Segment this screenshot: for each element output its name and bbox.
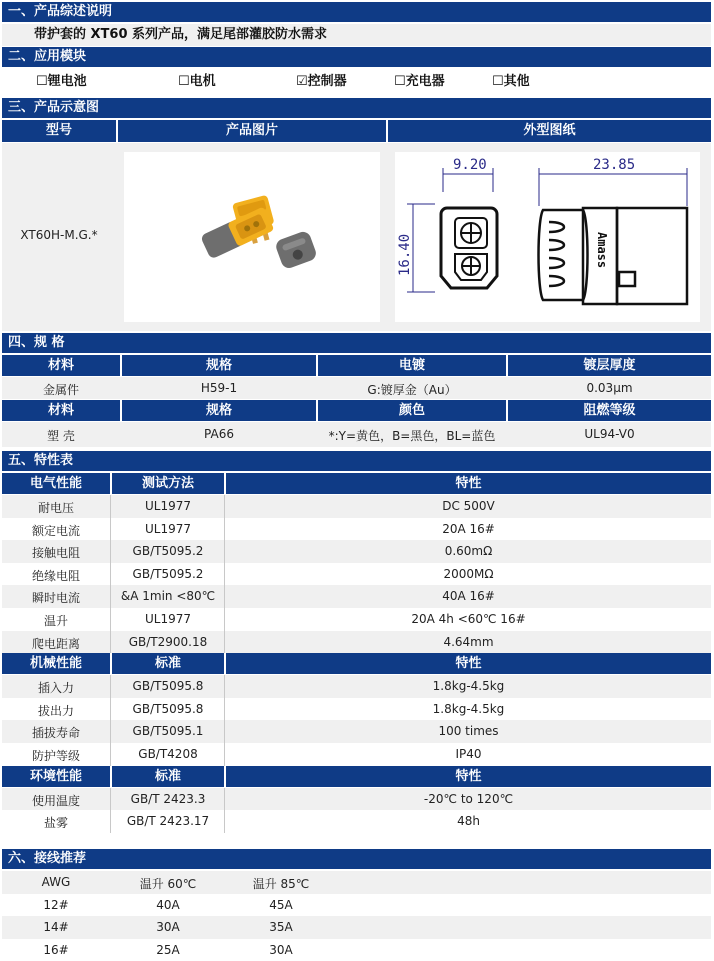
section-diagram-title: 三、产品示意图	[2, 98, 711, 118]
column-divider	[224, 698, 225, 721]
electrical-cell: 耐电压	[37, 501, 74, 515]
mechanical-cell: 100 times	[438, 724, 499, 739]
column-divider	[224, 720, 225, 743]
column-divider	[110, 518, 111, 541]
app-option-charger[interactable]: ☐充电器	[394, 74, 445, 89]
diagram-header-photo: 产品图片	[118, 120, 386, 142]
column-divider	[224, 631, 225, 654]
checkbox-icon: ☐	[492, 74, 504, 89]
spec-metal-material: 金属件	[42, 383, 79, 397]
spec-header-spec: 规格	[122, 355, 316, 376]
model-number: XT60H-M.G.*	[20, 228, 98, 242]
column-divider	[110, 540, 111, 563]
mechanical-header-1: 标准	[112, 653, 224, 674]
electrical-cell: UL1977	[144, 612, 191, 626]
environmental-cell: 盐雾	[43, 816, 68, 831]
mechanical-cell: 1.8kg-4.5kg	[432, 679, 505, 694]
environmental-cell: 使用温度	[31, 793, 80, 808]
environmental-cell: 48h	[457, 814, 480, 829]
spec-metal-plating: G:镀厚金（Au）	[367, 383, 457, 397]
diagram-header-drawing: 外型图纸	[388, 120, 711, 142]
overview-text: 带护套的 XT60 系列产品，满足尾部灌胶防水需求	[2, 24, 711, 46]
app-option-motor[interactable]: ☐电机	[178, 74, 216, 89]
spec-header2-color: 颜色	[318, 400, 506, 421]
wiring-header-cell: AWG	[41, 875, 71, 889]
wiring-table	[2, 871, 711, 961]
app-option-controller[interactable]: ☑控制器	[296, 74, 347, 89]
electrical-cell: &A 1min <80℃	[120, 589, 216, 604]
electrical-cell: GB/T5095.2	[132, 566, 204, 581]
mechanical-cell: GB/T5095.8	[132, 679, 204, 694]
column-divider	[110, 698, 111, 721]
applications-row	[2, 70, 711, 94]
mechanical-cell: 拔出力	[37, 703, 74, 718]
electrical-cell: 额定电流	[31, 523, 80, 538]
electrical-cell: 4.64mm	[443, 634, 494, 649]
electrical-cell: 20A 4h <60℃ 16#	[411, 612, 526, 626]
electrical-cell: 温升	[43, 614, 68, 628]
dim-width-label: 9.20	[453, 157, 487, 173]
section-applications-title: 二、应用模块	[2, 47, 711, 67]
spec-header2-material: 材料	[2, 400, 120, 421]
spec-header2-spec: 规格	[122, 400, 316, 421]
checkbox-icon: ☐	[36, 74, 48, 89]
spec-metal-thickness: 0.03μm	[586, 381, 633, 395]
environmental-cell: GB/T 2423.17	[126, 814, 210, 829]
environmental-header-0: 环境性能	[2, 766, 110, 787]
wiring-header-cell: 温升 85℃	[252, 877, 310, 891]
column-divider	[224, 810, 225, 833]
column-divider	[224, 495, 225, 518]
electrical-cell: DC 500V	[442, 499, 495, 513]
electrical-cell: 0.60mΩ	[444, 544, 493, 559]
mechanical-cell: 插入力	[37, 681, 74, 696]
column-divider	[224, 540, 225, 563]
electrical-header-2: 特性	[226, 473, 711, 494]
wiring-cell: 30A	[269, 942, 293, 957]
section-wiring-title: 六、接线推荐	[2, 849, 711, 869]
column-divider	[110, 608, 111, 631]
spec-plastic-grade: PA66	[204, 427, 234, 441]
column-divider	[224, 518, 225, 541]
wiring-cell: 25A	[156, 942, 180, 957]
wiring-cell: 30A	[156, 920, 180, 934]
app-option-other[interactable]: ☐其他	[492, 74, 530, 89]
mechanical-cell: IP40	[455, 747, 482, 761]
diagram-header-model: 型号	[2, 120, 116, 142]
column-divider	[110, 495, 111, 518]
mechanical-header-0: 机械性能	[2, 653, 110, 674]
electrical-header-0: 电气性能	[2, 473, 110, 494]
wiring-cell: 16#	[43, 942, 69, 957]
wiring-cell: 12#	[43, 897, 69, 912]
electrical-cell: GB/T5095.2	[132, 544, 204, 559]
electrical-cell: 2000MΩ	[443, 566, 494, 581]
wiring-header-cell: 温升 60℃	[139, 877, 197, 891]
column-divider	[110, 631, 111, 654]
spec-plastic-material: 塑 壳	[47, 429, 75, 443]
environmental-cell: -20℃ to 120℃	[423, 791, 514, 806]
wiring-cell: 35A	[269, 920, 293, 934]
brand-mark: Amass	[595, 232, 609, 269]
section-characteristics-title: 五、特性表	[2, 451, 711, 471]
checkbox-checked-icon: ☑	[296, 74, 308, 89]
environmental-header-2: 特性	[226, 766, 711, 787]
section-overview-title: 一、产品综述说明	[2, 2, 711, 22]
characteristics-table	[2, 473, 711, 847]
dim-length-label: 23.85	[593, 157, 636, 173]
spec-header2-flame: 阻燃等级	[508, 400, 711, 421]
column-divider	[224, 675, 225, 698]
electrical-cell: 爬电距离	[31, 636, 80, 651]
technical-drawing	[395, 152, 700, 322]
wiring-cell: 45A	[269, 897, 293, 912]
electrical-cell: GB/T2900.18	[128, 634, 208, 649]
mechanical-cell: 1.8kg-4.5kg	[432, 701, 505, 716]
column-divider	[224, 743, 225, 766]
wiring-cell: 14#	[43, 920, 69, 934]
column-divider	[224, 585, 225, 608]
column-divider	[224, 563, 225, 586]
electrical-cell: 瞬时电流	[31, 591, 80, 606]
mechanical-header-2: 特性	[226, 653, 711, 674]
spec-header-thickness: 镀层厚度	[508, 355, 711, 376]
mechanical-cell: GB/T5095.8	[132, 701, 204, 716]
mechanical-cell: GB/T4208	[138, 747, 198, 761]
column-divider	[110, 563, 111, 586]
mechanical-cell: 防护等级	[31, 749, 80, 763]
column-divider	[224, 608, 225, 631]
electrical-cell: UL1977	[144, 521, 191, 536]
dim-height-label: 16.40	[397, 233, 413, 276]
electrical-cell: 40A 16#	[442, 589, 495, 604]
electrical-cell: UL1977	[144, 499, 191, 513]
electrical-cell: 绝缘电阻	[31, 568, 80, 583]
column-divider	[110, 810, 111, 833]
electrical-header-1: 测试方法	[112, 473, 224, 494]
column-divider	[110, 743, 111, 766]
spec-header-material: 材料	[2, 355, 120, 376]
section-specs-title: 四、规 格	[2, 333, 711, 353]
environmental-cell: GB/T 2423.3	[130, 791, 206, 806]
column-divider	[224, 788, 225, 811]
spec-plastic-color: *:Y=黄色，B=黑色，BL=蓝色	[328, 429, 496, 443]
spec-metal-grade: H59-1	[200, 381, 238, 395]
mechanical-cell: 插拔寿命	[31, 726, 80, 741]
mechanical-cell: GB/T5095.1	[132, 724, 204, 739]
electrical-cell: 接触电阻	[31, 546, 80, 561]
electrical-cell: 20A 16#	[442, 521, 495, 536]
checkbox-icon: ☐	[394, 74, 406, 89]
environmental-header-1: 标准	[112, 766, 224, 787]
column-divider	[110, 788, 111, 811]
product-photo	[124, 152, 380, 322]
column-divider	[110, 720, 111, 743]
spec-plastic-flame: UL94-V0	[584, 427, 635, 441]
checkbox-icon: ☐	[178, 74, 190, 89]
app-option-lithium[interactable]: ☐锂电池	[36, 74, 87, 89]
spec-header-plating: 电镀	[318, 355, 506, 376]
column-divider	[110, 675, 111, 698]
wiring-cell: 40A	[156, 897, 180, 912]
column-divider	[110, 585, 111, 608]
